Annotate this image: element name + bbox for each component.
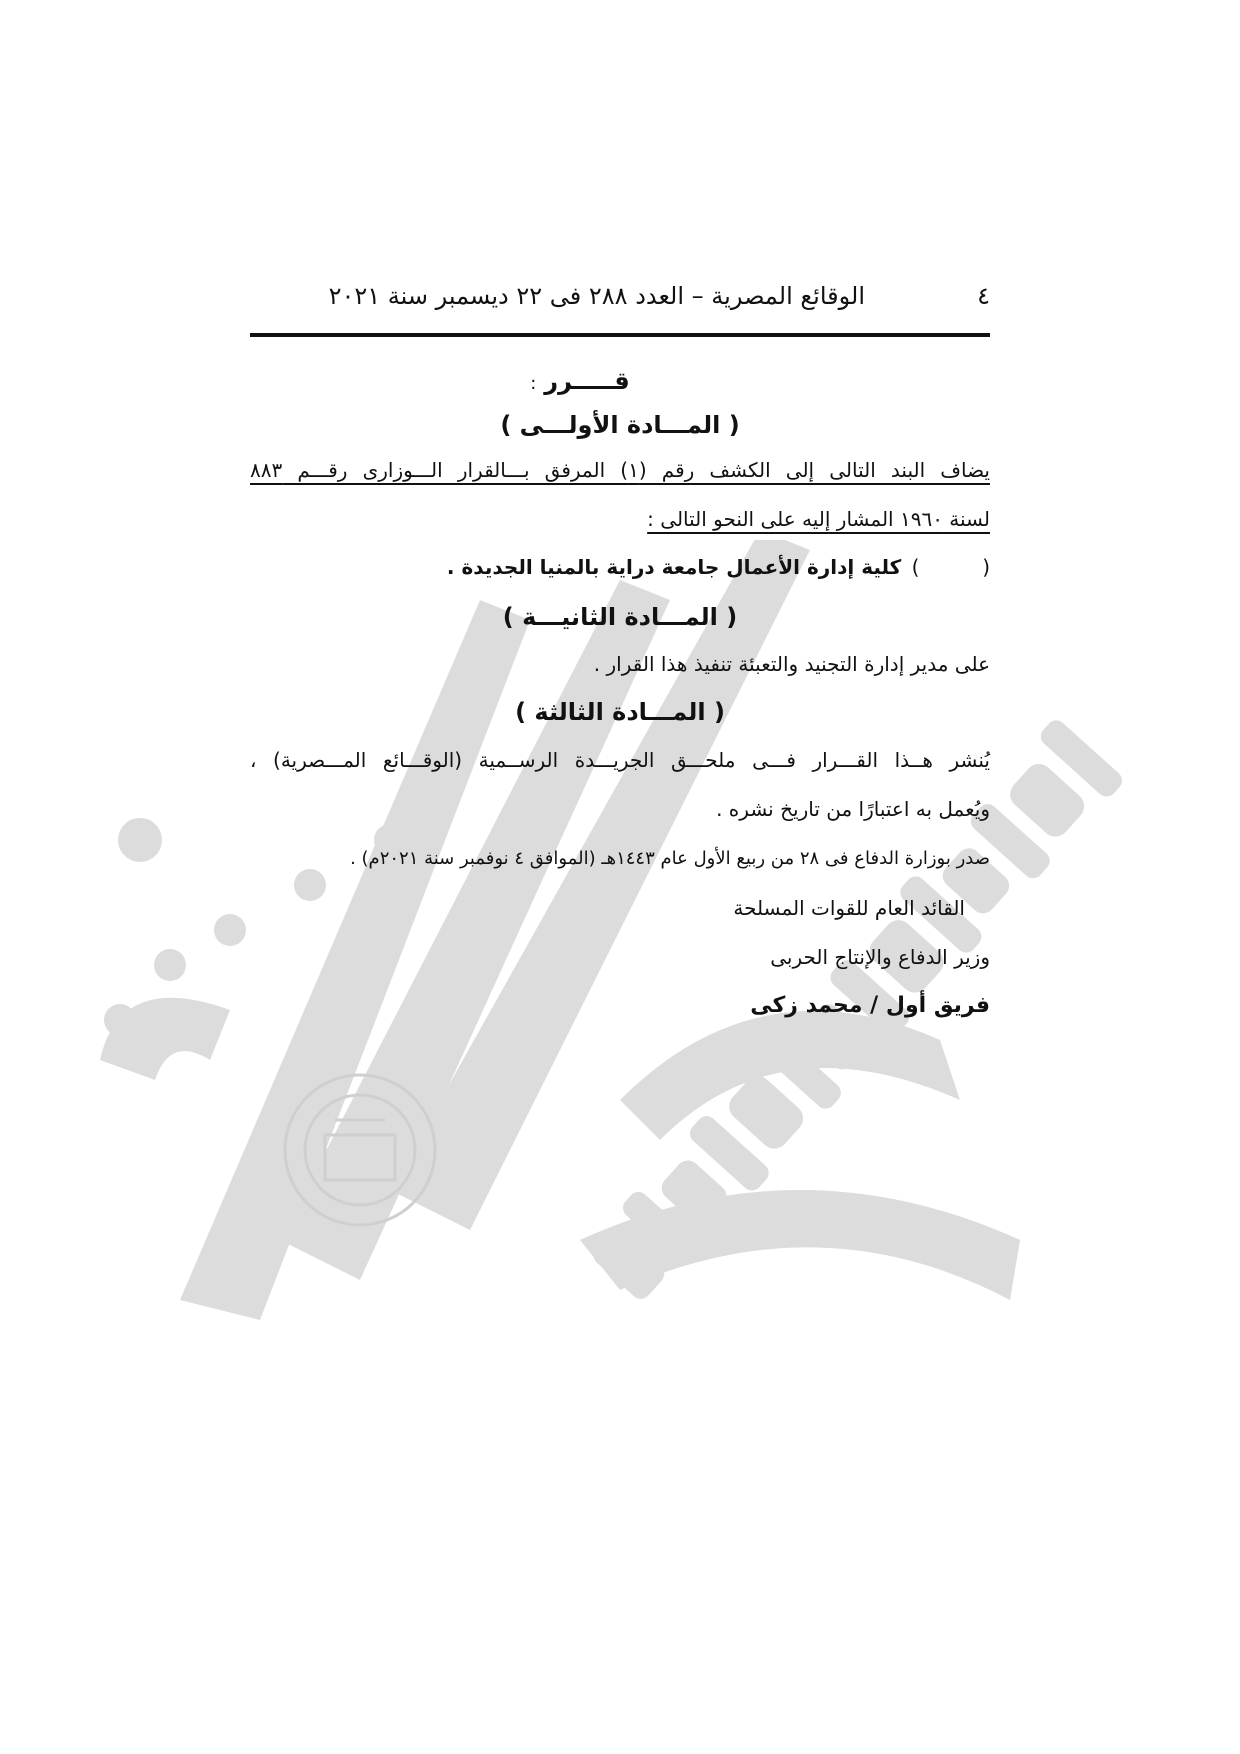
signatory-name: فريق أول / محمد زكى	[750, 993, 990, 1018]
page-number: ٤	[977, 282, 990, 310]
decree-colon: :	[530, 373, 537, 394]
gazette-header-title: الوقائع المصرية – العدد ٢٨٨ فى ٢٢ ديسمبر سنة ٢٠٢١	[328, 282, 865, 310]
issuance-statement: صدر بوزارة الدفاع فى ٢٨ من ربيع الأول عام ١٤٤٣هـ (الموافق ٤ نوفمبر سنة ٢٠٢١م) .	[350, 848, 990, 869]
article-1-item-text: كلية إدارة الأعمال جامعة دراية بالمنيا الجديدة .	[446, 555, 902, 579]
article-3-line-2: ويُعمل به اعتبارًا من تاريخ نشره .	[716, 797, 990, 821]
header-divider	[250, 333, 990, 337]
decree-decided-label: قـــــرر	[544, 367, 630, 395]
article-1-line-1: يضاف البند التالى إلى الكشف رقم (١) المرفق بـــالقرار الـــوزارى رقـــم ٨٨٣	[250, 458, 990, 482]
article-1-line-2: لسنة ١٩٦٠ المشار إليه على النحو التالى :	[647, 507, 990, 531]
article-2-text: على مدير إدارة التجنيد والتعبئة تنفيذ هذا القرار .	[593, 652, 990, 676]
article-2-heading: ( المـــادة الثانيـــة )	[502, 603, 738, 631]
article-1-item	[447, 555, 990, 579]
article-1-heading: ( المـــادة الأولـــى )	[500, 411, 740, 439]
item-close-paren: )	[911, 555, 920, 579]
signature-title-2: وزير الدفاع والإنتاج الحربى	[770, 945, 990, 969]
item-open-paren: (	[982, 555, 990, 579]
page-header	[250, 282, 990, 322]
signature-title-1: القائد العام للقوات المسلحة	[733, 896, 965, 920]
decree-heading	[0, 367, 1200, 395]
article-3-line-1: يُنشر هــذا القـــرار فـــى ملحـــق الجريـــدة الرســمية (الوقـــائع المـــصرية) ،	[250, 748, 990, 772]
article-3-heading: ( المـــادة الثالثة )	[515, 698, 725, 726]
